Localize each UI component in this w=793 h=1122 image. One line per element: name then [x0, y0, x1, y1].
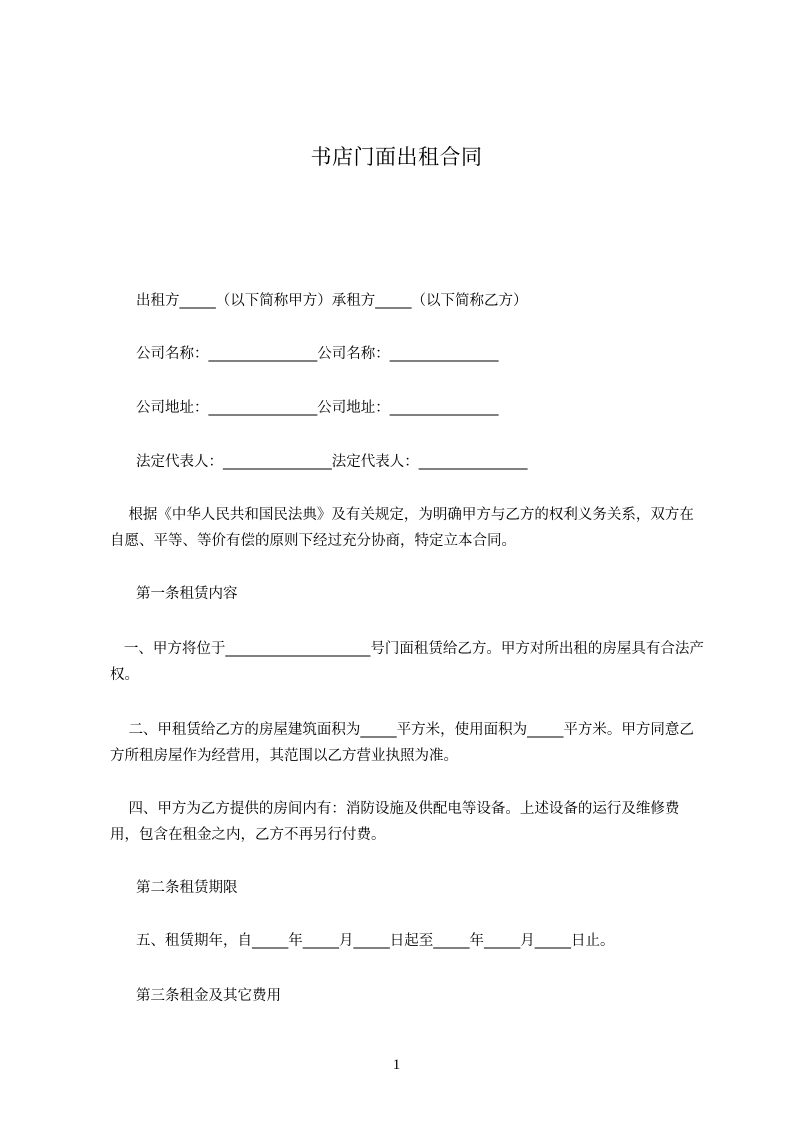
company-name-line: 公司名称：_______________公司名称：_______________ — [136, 346, 499, 362]
clause-4: 四、甲方为乙方提供的房间内有：消防设施及供配电等设备。上述设备的运行及维修费用，包含在租金之内，乙方不再另行付费。 — [110, 801, 680, 843]
article-1-heading: 第一条租赁内容 — [136, 586, 238, 602]
preamble-paragraph: 根据《中华人民共和国民法典》及有关规定，为明确甲方与乙方的权利义务关系，双方在自愿、平等、等价有偿的原则下经过充分协商，特定立本合同。 — [110, 507, 694, 549]
legal-representative-line: 法定代表人：_______________法定代表人：_______________ — [136, 454, 528, 470]
clause-1: 一、甲方将位于____________________号门面租赁给乙方。甲方对所出租的房屋具有合法产权。 — [110, 641, 704, 683]
clause-5: 五、租赁期年，自_____年_____月_____日起至_____年_____月_____日止。 — [136, 933, 615, 949]
clause-2: 二、甲租赁给乙方的房屋建筑面积为_____平方米，使用面积为_____平方米。甲方同意乙方所租房屋作为经营用，其范围以乙方营业执照为准。 — [110, 722, 694, 764]
page-number: 1 — [392, 1057, 401, 1073]
parties-line: 出租方_____（以下简称甲方）承租方_____（以下简称乙方） — [136, 293, 528, 309]
company-address-line: 公司地址：_______________公司地址：_______________ — [136, 400, 499, 416]
article-2-heading: 第二条租赁期限 — [136, 880, 238, 896]
article-3-heading: 第三条租金及其它费用 — [136, 988, 281, 1004]
document-title: 书店门面出租合同 — [310, 145, 483, 169]
